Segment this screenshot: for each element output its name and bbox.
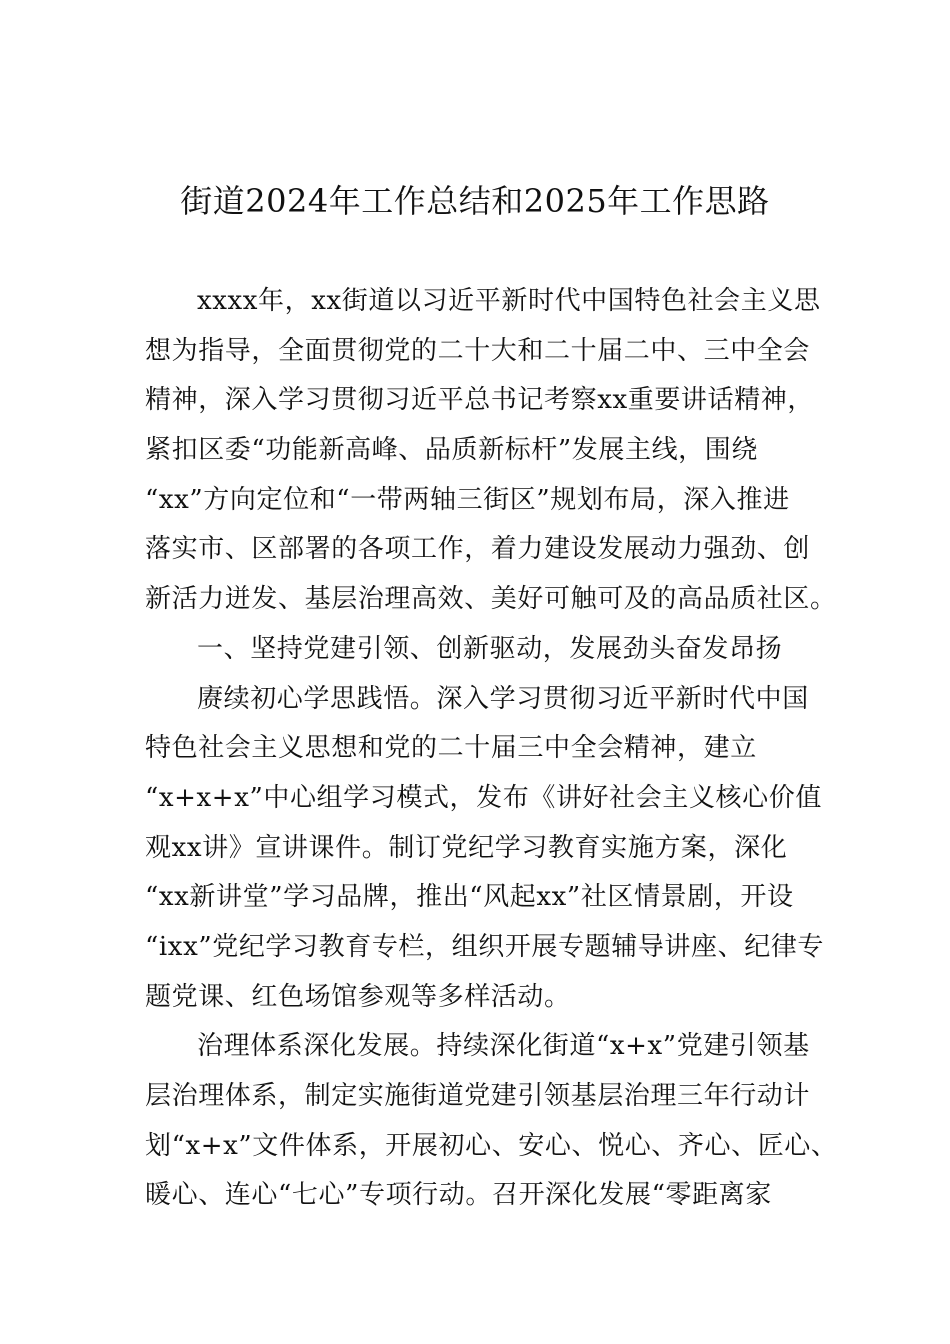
- paragraph-line: “xx新讲堂”学习品牌，推出“风起xx”社区情景剧，开设: [145, 882, 794, 913]
- paragraph-line: 想为指导，全面贯彻党的二十大和二十届二中、三中全会: [145, 335, 811, 366]
- paragraph-line: 紧扣区委“功能新高峰、品质新标杆”发展主线，围绕: [145, 435, 758, 466]
- paragraph-line: 特色社会主义思想和党的二十届三中全会精神，建立: [145, 733, 757, 764]
- paragraph-line: 赓续初心学思践悟。深入学习贯彻习近平新时代中国: [197, 683, 809, 714]
- paragraph-line: “xx”方向定位和“一带两轴三街区”规划布局，深入推进: [145, 484, 790, 515]
- document-body: [145, 277, 838, 1221]
- paragraph-line: “x+x+x”中心组学习模式，发布《讲好社会主义核心价值: [145, 782, 822, 813]
- paragraph-line: 精神，深入学习贯彻习近平总书记考察xx重要讲话精神，: [145, 385, 814, 416]
- paragraph-line: 题党课、红色场馆参观等多样活动。: [145, 981, 571, 1012]
- paragraph-line: 层治理体系，制定实施街道党建引领基层治理三年行动计: [145, 1081, 811, 1111]
- paragraph-line: “ixx”党纪学习教育专栏，组织开展专题辅导讲座、纪律专: [145, 931, 825, 962]
- paragraph-line: 暖心、连心“七心”专项行动。召开深化发展“零距离家: [145, 1180, 772, 1211]
- paragraph-line: 治理体系深化发展。持续深化街道“x+x”党建引领基: [197, 1031, 810, 1062]
- document-title: 街道2024年工作总结和2025年工作思路: [180, 182, 770, 220]
- paragraph-line: xxxx年，xx街道以习近平新时代中国特色社会主义思: [197, 286, 821, 316]
- paragraph-line: 观xx讲》宣讲课件。制订党纪学习教育实施方案，深化: [145, 832, 788, 863]
- section-heading: 一、坚持党建引领、创新驱动，发展劲头奋发昂扬: [197, 633, 783, 664]
- paragraph-line: 落实市、区部署的各项工作，着力建设发展动力强劲、创: [145, 534, 811, 565]
- paragraph-line: 新活力迸发、基层治理高效、美好可触可及的高品质社区。: [145, 584, 837, 615]
- paragraph-line: 划“x+x”文件体系，开展初心、安心、悦心、齐心、匠心、: [145, 1130, 838, 1161]
